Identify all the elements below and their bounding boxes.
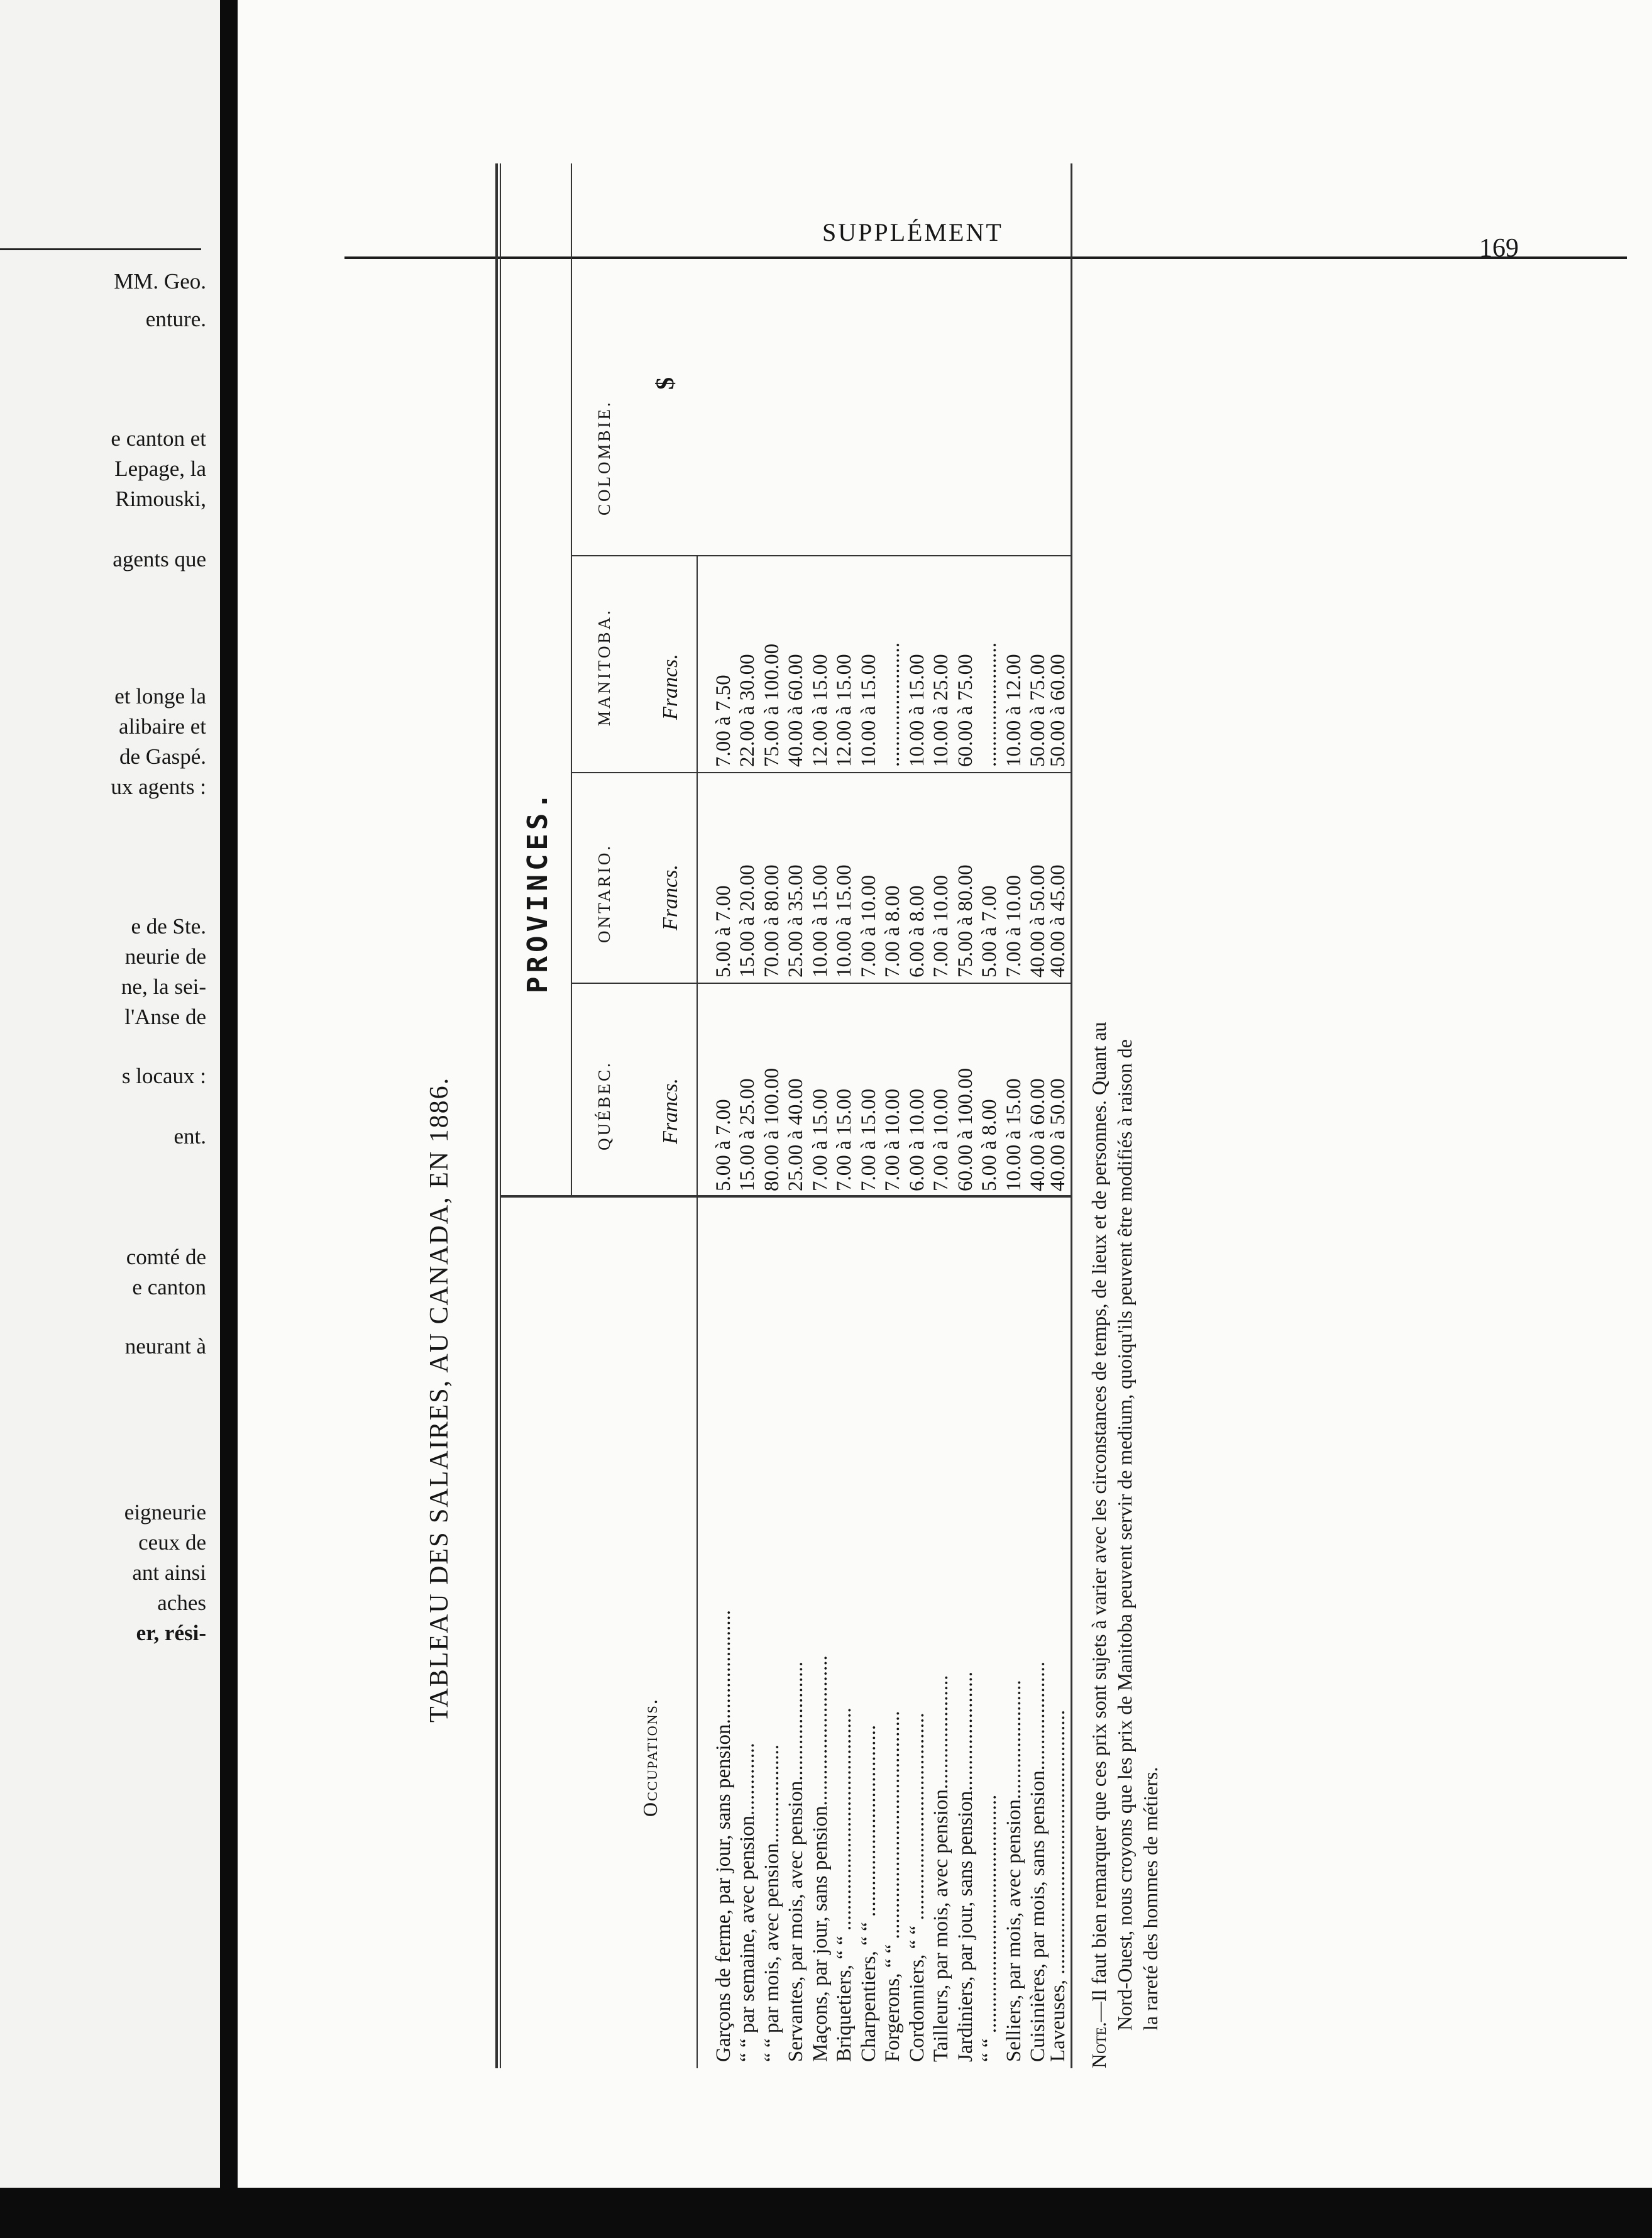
left-page-text-fragment: er, rési- bbox=[136, 1621, 206, 1645]
occupations-divider bbox=[500, 1195, 1072, 1198]
ontario-manitoba-divider bbox=[571, 772, 1071, 773]
table-top-rule-inner bbox=[500, 163, 501, 2068]
table-title: TABLEAU DES SALAIRES, AU CANADA, EN 1886. bbox=[425, 1076, 454, 1723]
left-page-text-fragment: et longe la bbox=[114, 684, 206, 708]
occupation-cell: Laveuses, ................................................... bbox=[1047, 1709, 1069, 2062]
occupation-cell: “ “ .............................................. bbox=[978, 1794, 1001, 2062]
quebec-wage: 7.00 à 15.00 bbox=[833, 1088, 856, 1191]
quebec-column-heading: QUÉBEC. bbox=[595, 1061, 614, 1150]
running-head: SUPPLÉMENT bbox=[822, 218, 1003, 246]
left-page-text-fragment: eigneurie bbox=[124, 1500, 206, 1524]
left-page-text-fragment: ceux de bbox=[138, 1530, 206, 1555]
ontario-wage: 5.00 à 7.00 bbox=[978, 885, 1001, 978]
left-page-text-fragment: e de Ste. bbox=[131, 914, 206, 939]
quebec-wage: 7.00 à 10.00 bbox=[930, 1088, 952, 1191]
ontario-wage: 40.00 à 50.00 bbox=[1027, 864, 1049, 978]
note-lead: Note. bbox=[1088, 2022, 1110, 2068]
page-number: 169 bbox=[1479, 234, 1519, 263]
left-page-text-fragment: Lepage, la bbox=[114, 456, 206, 481]
manitoba-wage: 50.00 à 60.00 bbox=[1047, 654, 1069, 767]
ontario-column-heading: ONTARIO. bbox=[595, 843, 614, 943]
note-line-1: —Il faut bien remarquer que ces prix sont sujets à varier avec les circonstances de temps, de lieux et de personnes. Quant au bbox=[1088, 1022, 1110, 2022]
provinces-underline bbox=[571, 163, 572, 1198]
manitoba-wage: 10.00 à 15.00 bbox=[906, 654, 928, 767]
colombie-column-heading: COLOMBIE. bbox=[595, 400, 614, 515]
occupation-cell: Forgerons, “ “ ............................................ bbox=[881, 1711, 904, 2062]
left-page-text-fragment: ant ainsi bbox=[132, 1560, 206, 1585]
left-page-text-fragment: alibaire et bbox=[119, 714, 206, 739]
ontario-wage: 70.00 à 80.00 bbox=[761, 864, 783, 978]
left-page-text-fragment: Rimouski, bbox=[115, 487, 206, 511]
quebec-unit: Francs. bbox=[659, 1078, 682, 1144]
manitoba-colombie-divider bbox=[571, 555, 1071, 556]
left-page-text-fragment: MM. Geo. bbox=[114, 269, 206, 294]
manitoba-unit: Francs. bbox=[659, 654, 682, 720]
manitoba-wage: 75.00 à 100.00 bbox=[761, 643, 783, 767]
book-gutter bbox=[220, 0, 238, 2238]
ontario-wage: 7.00 à 10.00 bbox=[1003, 874, 1025, 978]
occupation-cell: Maçons, par jour, sans pension............................. bbox=[809, 1655, 832, 2062]
left-page-text-fragment: neurant à bbox=[124, 1334, 206, 1359]
ontario-wage: 15.00 à 20.00 bbox=[736, 864, 759, 978]
ontario-wage: 40.00 à 45.00 bbox=[1047, 864, 1069, 978]
manitoba-wage: 22.00 à 30.00 bbox=[736, 654, 759, 767]
quebec-ontario-divider bbox=[571, 983, 1071, 984]
colombie-unit: $ bbox=[651, 377, 679, 390]
left-page-text-fragment: ent. bbox=[173, 1124, 206, 1149]
wage-table bbox=[414, 119, 1357, 2068]
manitoba-wage: 60.00 à 75.00 bbox=[954, 654, 977, 767]
left-page-text-fragment: enture. bbox=[145, 307, 206, 331]
quebec-wage: 40.00 à 50.00 bbox=[1047, 1078, 1069, 1191]
left-page-text-fragment: de Gaspé. bbox=[119, 744, 206, 769]
table-note bbox=[1086, 145, 1164, 2068]
occupation-cell: Briquetiers, “ “ ........................................... bbox=[833, 1707, 856, 2062]
manitoba-column-heading: MANITOBA. bbox=[595, 608, 614, 726]
ontario-wage: 25.00 à 35.00 bbox=[785, 864, 807, 978]
quebec-wage: 7.00 à 10.00 bbox=[881, 1088, 904, 1191]
manitoba-wage: 10.00 à 12.00 bbox=[1003, 654, 1025, 767]
occupation-cell: Cuisinières, par mois, sans pension..................... bbox=[1027, 1661, 1049, 2062]
occupation-cell: Garçons de ferme, par jour, sans pension...................... bbox=[712, 1609, 735, 2062]
ontario-wage: 5.00 à 7.00 bbox=[712, 885, 735, 978]
left-page-header-rule bbox=[0, 248, 201, 250]
left-page-text-fragment: e canton et bbox=[111, 426, 206, 451]
ontario-wage: 7.00 à 10.00 bbox=[857, 874, 880, 978]
quebec-wage: 5.00 à 8.00 bbox=[978, 1099, 1001, 1191]
occupation-cell: “ “ par mois, avec pension................... bbox=[761, 1745, 783, 2062]
manitoba-wage: ........................ bbox=[881, 642, 904, 767]
occupation-cell: Charpentiers, “ “ ..................................... bbox=[857, 1724, 880, 2062]
manitoba-wage: 10.00 à 25.00 bbox=[930, 654, 952, 767]
manitoba-wage: 12.00 à 15.00 bbox=[833, 654, 856, 767]
occupation-cell: Jardiniers, par jour, sans pension....................... bbox=[954, 1671, 977, 2062]
header-bottom-rule bbox=[697, 556, 698, 2068]
manitoba-wage: 12.00 à 15.00 bbox=[809, 654, 832, 767]
left-page-text-fragment: comté de bbox=[126, 1245, 206, 1269]
left-page-text-fragment: ne, la sei- bbox=[121, 974, 206, 999]
left-page-text-fragment: aches bbox=[157, 1590, 206, 1615]
left-page-text-fragment: l'Anse de bbox=[124, 1005, 206, 1029]
left-page-text-fragment: neurie de bbox=[124, 944, 206, 969]
ontario-wage: 7.00 à 8.00 bbox=[881, 885, 904, 978]
note-line-3: la rareté des hommes de métiers. bbox=[1139, 1767, 1162, 2031]
left-page-text-fragment: ux agents : bbox=[111, 774, 206, 799]
manitoba-wage: ........................ bbox=[978, 642, 1001, 767]
ontario-wage: 6.00 à 8.00 bbox=[906, 885, 928, 978]
occupation-cell: Selliers, par mois, avec pension....................... bbox=[1003, 1680, 1025, 2062]
table-bottom-rule bbox=[1071, 163, 1072, 2068]
manitoba-wage: 10.00 à 15.00 bbox=[857, 654, 880, 767]
quebec-wage: 25.00 à 40.00 bbox=[785, 1078, 807, 1191]
occupation-cell: “ “ par semaine, avec pension.............. bbox=[736, 1743, 759, 2062]
left-page-text-fragment: s locaux : bbox=[121, 1064, 206, 1088]
ontario-wage: 10.00 à 15.00 bbox=[833, 864, 856, 978]
occupation-cell: Tailleurs, par mois, avec pension...................... bbox=[930, 1675, 952, 2062]
quebec-wage: 40.00 à 60.00 bbox=[1027, 1078, 1049, 1191]
quebec-wage: 7.00 à 15.00 bbox=[809, 1088, 832, 1191]
quebec-wage: 60.00 à 100.00 bbox=[954, 1067, 977, 1191]
occupation-cell: Cordonniers, “ “ ........................................ bbox=[906, 1712, 928, 2062]
quebec-wage: 80.00 à 100.00 bbox=[761, 1067, 783, 1191]
left-page-text-fragment: agents que bbox=[113, 547, 206, 571]
quebec-wage: 5.00 à 7.00 bbox=[712, 1099, 735, 1191]
provinces-heading: PROVINCES. bbox=[522, 789, 554, 993]
quebec-wage: 6.00 à 10.00 bbox=[906, 1088, 928, 1191]
quebec-wage: 15.00 à 25.00 bbox=[736, 1078, 759, 1191]
note-line-2: Nord-Ouest, nous croyons que les prix de Manitoba peuvent servir de medium, quoiqu'ils peuvent être modifiés à raison de bbox=[1113, 1039, 1136, 2031]
table-top-rule bbox=[495, 163, 498, 2068]
left-page-text-fragment: e canton bbox=[132, 1275, 206, 1299]
manitoba-wage: 7.00 à 7.50 bbox=[712, 675, 735, 767]
occupations-column-heading: Occupations. bbox=[639, 1698, 661, 1817]
left-facing-page bbox=[0, 0, 220, 2188]
ontario-wage: 10.00 à 15.00 bbox=[809, 864, 832, 978]
ontario-unit: Francs. bbox=[659, 864, 682, 930]
occupation-cell: Servantes, par mois, avec pension....................... bbox=[785, 1662, 807, 2062]
manitoba-wage: 40.00 à 60.00 bbox=[785, 654, 807, 767]
quebec-wage: 10.00 à 15.00 bbox=[1003, 1078, 1025, 1191]
ontario-wage: 7.00 à 10.00 bbox=[930, 874, 952, 978]
ontario-wage: 75.00 à 80.00 bbox=[954, 864, 977, 978]
manitoba-wage: 50.00 à 75.00 bbox=[1027, 654, 1049, 767]
right-page bbox=[238, 0, 1652, 2188]
quebec-wage: 7.00 à 15.00 bbox=[857, 1088, 880, 1191]
